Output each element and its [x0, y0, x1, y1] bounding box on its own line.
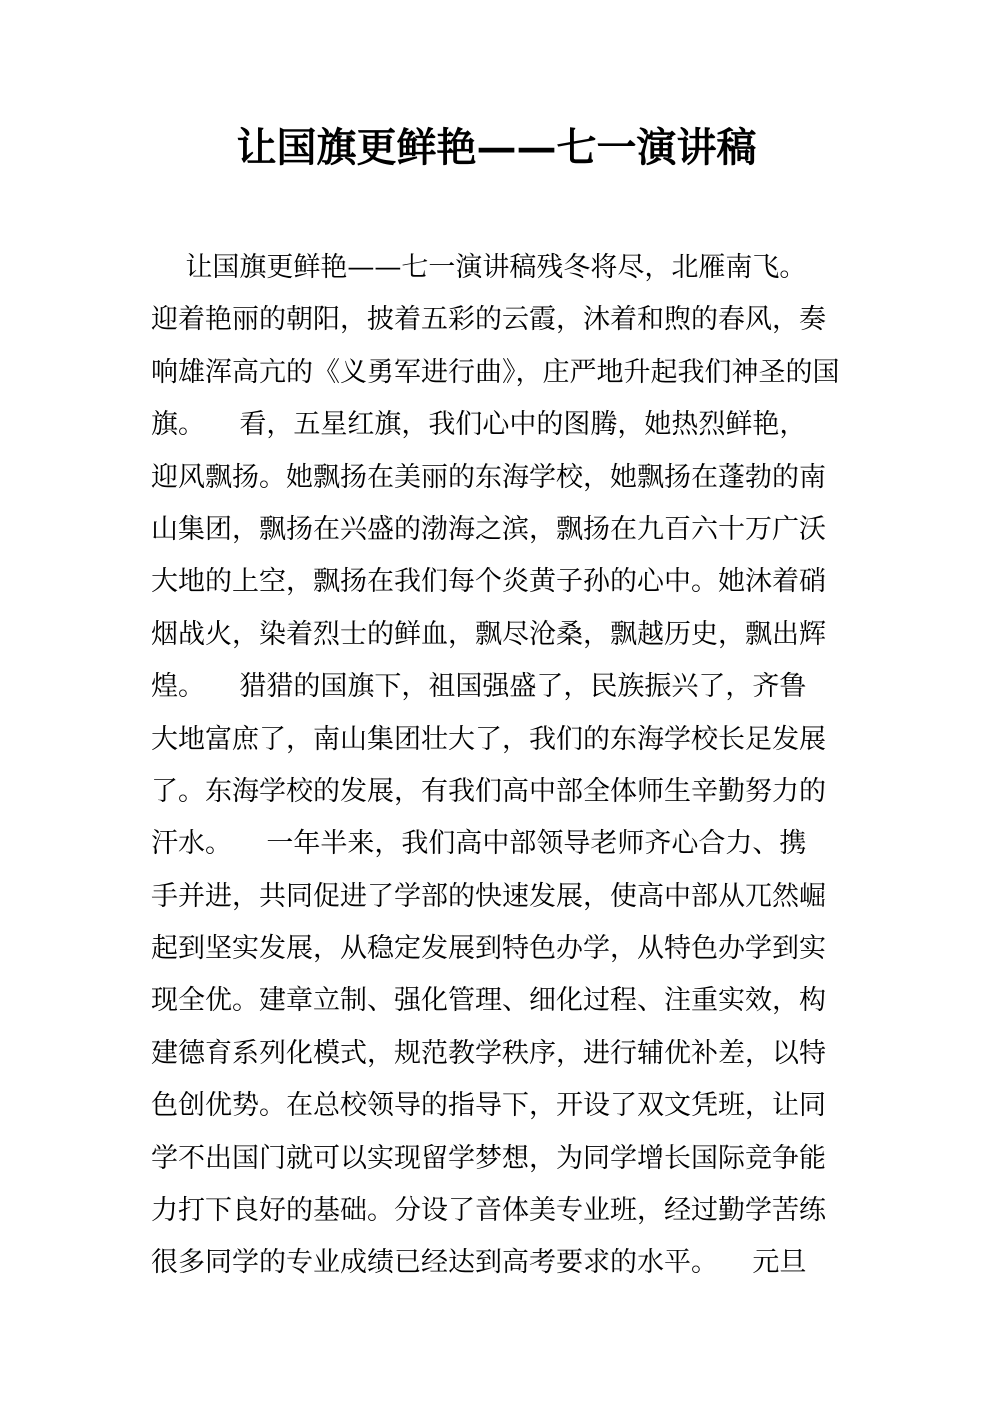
- body-line-9: 煌。 猎猎的国旗下，祖国强盛了，民族振兴了，齐鲁: [151, 671, 807, 703]
- body-line-7: 大地的上空，飘扬在我们每个炎黄子孙的心中。她沐着硝: [151, 566, 826, 598]
- body-line-15: 现全优。建章立制、强化管理、细化过程、注重实效，构: [151, 985, 826, 1017]
- body-line-13: 手并进，共同促进了学部的快速发展，使高中部从兀然崛: [151, 880, 826, 912]
- body-line-20: 很多同学的专业成绩已经达到高考要求的水平。 元旦: [151, 1247, 807, 1279]
- body-line-17: 色创优势。在总校领导的指导下，开设了双文凭班，让同: [151, 1090, 826, 1122]
- body-line-6: 山集团，飘扬在兴盛的渤海之滨，飘扬在九百六十万广沃: [151, 513, 826, 545]
- body-line-5: 迎风飘扬。她飘扬在美丽的东海学校，她飘扬在蓬勃的南: [151, 461, 826, 493]
- body-line-3: 响雄浑高亢的《义勇军进行曲》，庄严地升起我们神圣的国: [151, 356, 840, 388]
- body-line-11: 了。东海学校的发展，有我们高中部全体师生辛勤努力的: [151, 775, 826, 807]
- document-body: [151, 242, 851, 1290]
- body-line-14: 起到坚实发展，从稳定发展到特色办学，从特色办学到实: [151, 933, 826, 965]
- body-line-16: 建德育系列化模式，规范教学秩序，进行辅优补差，以特: [151, 1037, 826, 1069]
- body-line-18: 学不出国门就可以实现留学梦想，为同学增长国际竞争能: [151, 1142, 826, 1174]
- body-line-2: 迎着艳丽的朝阳，披着五彩的云霞，沐着和煦的春风，奏: [151, 304, 826, 336]
- document-title: 让国旗更鲜艳——七一演讲稿: [236, 124, 757, 171]
- body-line-10: 大地富庶了，南山集团壮大了，我们的东海学校长足发展: [151, 723, 826, 755]
- body-line-1: 让国旗更鲜艳——七一演讲稿残冬将尽，北雁南飞。: [151, 252, 807, 283]
- body-line-19: 力打下良好的基础。分设了音体美专业班，经过勤学苦练: [151, 1195, 826, 1227]
- body-line-8: 烟战火，染着烈士的鲜血，飘尽沧桑，飘越历史，飘出辉: [151, 618, 826, 650]
- body-line-4: 旗。 看，五星红旗，我们心中的图腾，她热烈鲜艳，: [151, 409, 807, 441]
- body-line-12: 汗水。 一年半来，我们高中部领导老师齐心合力、携: [151, 828, 807, 860]
